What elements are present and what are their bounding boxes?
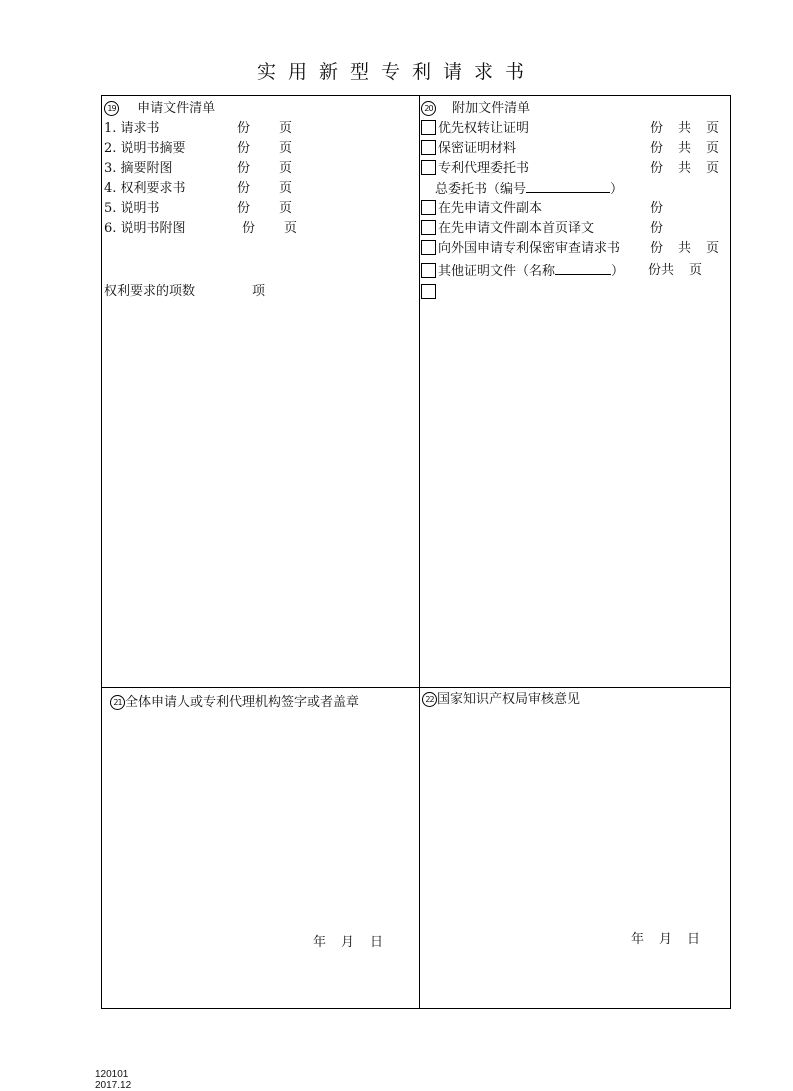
circled-number-22: 22	[422, 692, 437, 707]
item-label: 在先申请文件副本	[438, 201, 543, 216]
section-22-title: 国家知识产权局审核意见	[437, 692, 581, 707]
list-item	[104, 199, 416, 219]
copies-unit: 份	[237, 161, 251, 176]
request-form-table	[101, 95, 731, 1009]
copies-unit: 份	[242, 221, 256, 236]
copies-unit: 份	[650, 121, 664, 136]
blank-checkbox-row	[421, 283, 729, 303]
checkbox[interactable]	[421, 140, 436, 155]
list-item	[421, 159, 729, 179]
copies-unit: 份	[237, 201, 251, 216]
list-item	[421, 139, 729, 159]
item-label: 2. 说明书摘要	[104, 141, 186, 156]
form-code: 120101	[95, 1069, 129, 1080]
pages-unit: 页	[279, 161, 293, 176]
copies-unit: 份	[237, 181, 251, 196]
pages-unit: 页	[279, 121, 293, 136]
section-21-title: 全体申请人或专利代理机构签字或者盖章	[125, 695, 360, 710]
pages-unit: 页	[279, 141, 293, 156]
list-item	[104, 179, 416, 199]
pages-unit: 页	[689, 263, 703, 278]
other-documents-name-field[interactable]	[555, 261, 611, 275]
circled-number-20: 20	[421, 101, 436, 116]
total-unit: 共	[678, 121, 692, 136]
total-unit: 共	[678, 141, 692, 156]
item-label: 5. 说明书	[104, 201, 160, 216]
date-day: 日	[687, 932, 701, 947]
item-label: 6. 说明书附图	[104, 221, 186, 236]
pages-unit: 页	[706, 161, 720, 176]
copies-unit: 份	[650, 161, 664, 176]
copies-unit: 份	[650, 201, 664, 216]
copies-unit: 份	[237, 141, 251, 156]
item-label: 在先申请文件副本首页译文	[438, 221, 595, 236]
pages-unit: 页	[706, 141, 720, 156]
copies-unit: 份	[650, 241, 664, 256]
general-power-row	[421, 179, 729, 199]
date-day: 日	[370, 935, 384, 950]
item-label: 专利代理委托书	[438, 161, 530, 176]
form-version-date: 2017.12	[95, 1080, 132, 1091]
checkbox[interactable]	[421, 160, 436, 175]
pages-unit: 页	[284, 221, 298, 236]
claims-count-row	[104, 282, 416, 302]
general-power-number-field[interactable]	[526, 179, 610, 193]
section-20-title: 附加文件清单	[452, 101, 531, 116]
form-title: 实用新型专利请求书	[256, 61, 536, 83]
item-label: 保密证明材料	[438, 141, 517, 156]
pages-unit: 页	[279, 181, 293, 196]
list-item	[421, 199, 729, 219]
circled-number-19: 19	[104, 101, 119, 116]
list-item	[104, 139, 416, 159]
pages-unit: 页	[279, 201, 293, 216]
section-20-heading	[421, 99, 729, 119]
claims-count-unit: 项	[252, 284, 266, 299]
item-label: 优先权转让证明	[438, 121, 530, 136]
date-year: 年	[631, 932, 645, 947]
circled-number-21: 21	[110, 695, 125, 710]
other-documents-label: 其他证明文件（名称	[438, 264, 556, 279]
section-additional-documents	[421, 99, 729, 303]
checkbox[interactable]	[421, 200, 436, 215]
item-label: 4. 权利要求书	[104, 181, 186, 196]
checkbox[interactable]	[421, 284, 436, 299]
item-label: 1. 请求书	[104, 121, 160, 136]
list-item	[104, 159, 416, 179]
list-item	[421, 219, 729, 239]
list-item	[104, 119, 416, 139]
other-documents-row	[421, 261, 729, 281]
list-item	[421, 239, 729, 259]
total-unit: 共	[678, 161, 692, 176]
signature-date	[102, 933, 418, 953]
section-application-documents	[104, 99, 416, 302]
pages-unit: 页	[706, 241, 720, 256]
date-month: 月	[341, 935, 355, 950]
section-19-title: 申请文件清单	[137, 101, 216, 116]
copies-unit: 份	[650, 141, 664, 156]
total-unit: 共	[678, 241, 692, 256]
date-year: 年	[313, 935, 327, 950]
list-item	[104, 219, 416, 239]
checkbox[interactable]	[421, 263, 436, 278]
column-divider	[419, 96, 420, 1008]
section-19-heading	[104, 99, 416, 119]
item-label: 3. 摘要附图	[104, 161, 173, 176]
section-office-review	[422, 690, 728, 710]
checkbox[interactable]	[421, 120, 436, 135]
review-date	[420, 930, 730, 950]
pages-unit: 页	[706, 121, 720, 136]
copies-total-unit: 份共	[648, 263, 675, 278]
general-power-label: 总委托书（编号	[435, 182, 527, 197]
claims-count-label: 权利要求的项数	[104, 284, 196, 299]
other-documents-suffix: ）	[611, 264, 625, 279]
copies-unit: 份	[650, 221, 664, 236]
copies-unit: 份	[237, 121, 251, 136]
date-month: 月	[659, 932, 673, 947]
checkbox[interactable]	[421, 220, 436, 235]
checkbox[interactable]	[421, 240, 436, 255]
section-applicant-signature	[110, 693, 416, 713]
general-power-suffix: ）	[610, 182, 624, 197]
row-divider	[102, 687, 730, 688]
list-item	[421, 119, 729, 139]
item-label: 向外国申请专利保密审查请求书	[438, 241, 621, 256]
